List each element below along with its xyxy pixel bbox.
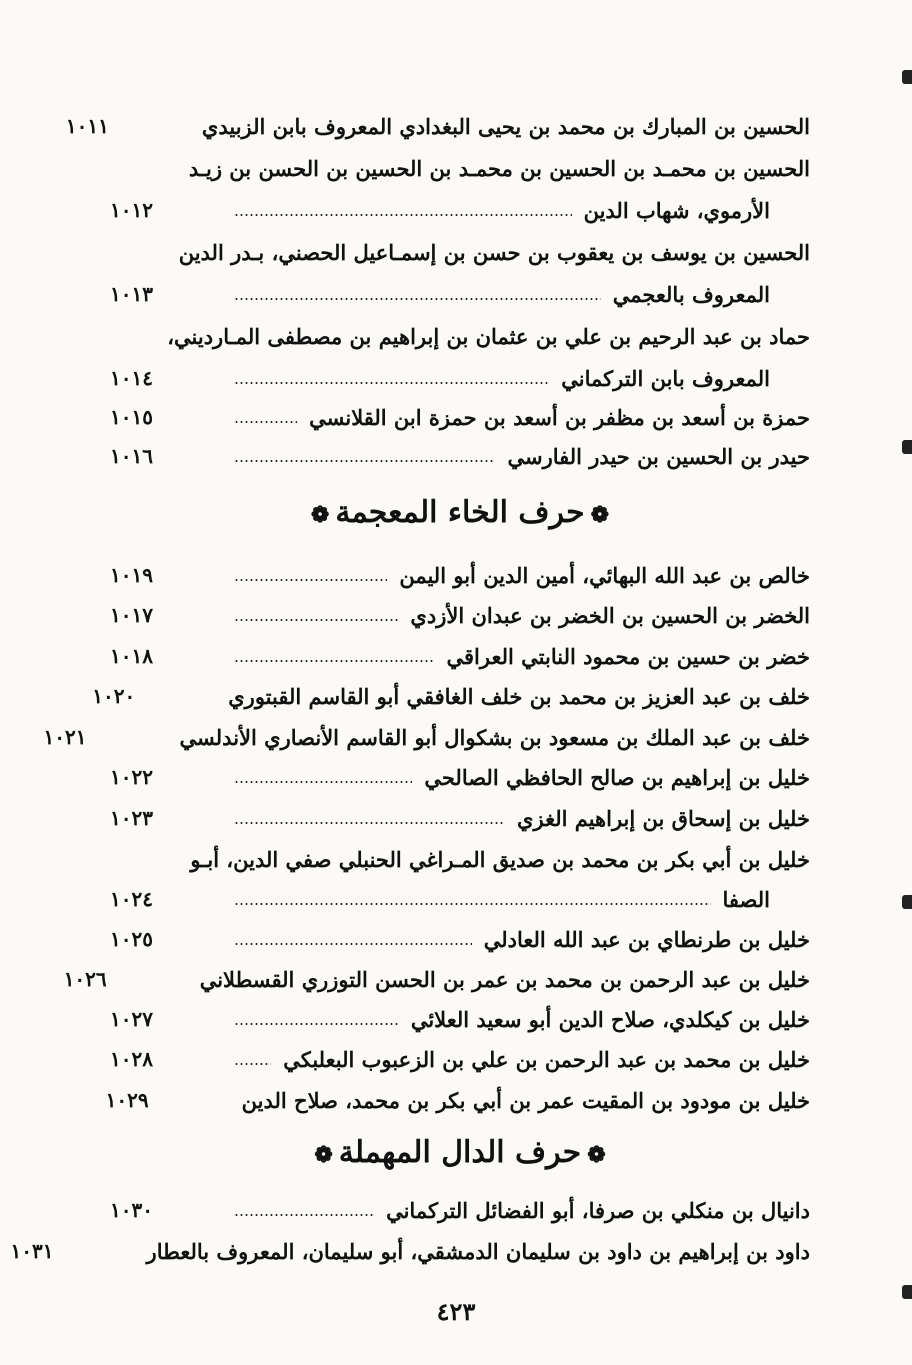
entry-name: خلف بن عبد الملك بن مسعود بن بشكوال أبو القاسم الأنصاري الأندلسي (179, 724, 810, 750)
entry-number: ١٠٣١ (10, 1239, 54, 1263)
entry-name: الحسين بن محمـد بن الحسين بن محمـد بن الحسين بن الحسن بن زيـد (188, 155, 810, 181)
heading-text: حرف الخاء المعجمة (335, 495, 585, 530)
page-edge-mark (902, 1285, 912, 1299)
entry-number: ١٠١٧ (110, 603, 153, 627)
entry-name: خليل بن مودود بن المقيت عمر بن أبي بكر بن محمد، صلاح الدين (241, 1087, 810, 1113)
entry-name: الحسين بن المبارك بن محمد بن يحيى البغدادي المعروف بابن الزبيدي (201, 113, 810, 139)
leader-dots (234, 579, 387, 581)
entry-number: ١٠١٦ (110, 444, 153, 468)
entry-name: خليل بن إسحاق بن إبراهيم الغزي (517, 805, 810, 831)
entry-number: ١٠٢٤ (110, 887, 153, 911)
entry-number: ١٠٣٠ (110, 1198, 153, 1222)
page-edge-mark (902, 70, 912, 84)
index-entry (43, 718, 810, 756)
entry-number: ١٠٢٩ (105, 1088, 149, 1112)
entry-number: ١٠١٢ (110, 198, 153, 222)
entry-name: الخضر بن الحسين بن الخضر بن عبدان الأزدي (410, 602, 810, 628)
entry-name: خالص بن عبد الله البهائي، أمين الدين أبو اليمن (399, 562, 810, 588)
index-entry (110, 799, 810, 837)
index-entry (63, 960, 810, 998)
ornament-icon: ❁ (314, 1142, 333, 1168)
entry-name: حماد بن عبد الرحيم بن علي بن عثمان بن إبراهيم بن مصطفى المـارديني، (167, 323, 810, 349)
entry-number: ١٠١٩ (110, 563, 153, 587)
entry-number: ١٠٢٦ (63, 967, 107, 991)
entry-name: خليل بن محمد بن عبد الرحمن بن علي بن الزعبوب البعلبكي (283, 1046, 810, 1072)
leader-dots (234, 421, 297, 423)
index-entry (65, 107, 810, 145)
entry-name: المعروف بالعجمي (612, 281, 770, 307)
index-entry (110, 880, 810, 918)
index-entry (10, 1232, 810, 1270)
entry-number: ١٠٢٢ (110, 765, 153, 789)
leader-dots (234, 822, 505, 824)
section-heading-kha (110, 488, 810, 538)
index-entry (110, 437, 810, 475)
entry-name: المعروف بابن التركماني (561, 365, 770, 391)
leader-dots (234, 1023, 399, 1025)
index-entry (110, 149, 810, 187)
leader-dots (234, 1063, 271, 1065)
entry-number: ١٠٢١ (43, 725, 87, 749)
leader-dots (234, 1214, 374, 1216)
index-entry (110, 233, 810, 271)
entry-name: الحسين بن يوسف بن يعقوب بن حسن بن إسمـاعيل الحصني، بـدر الدين (178, 239, 810, 265)
entry-name: الأرموي، شهاب الدين (583, 197, 770, 223)
index-entry (110, 920, 810, 958)
index-entry (92, 677, 810, 715)
entry-number: ١٠٢٧ (110, 1007, 153, 1031)
index-entry (110, 398, 810, 436)
entry-number: ١٠٢٣ (110, 806, 153, 830)
index-entry (110, 275, 810, 313)
entry-number: ١٠١٥ (110, 405, 153, 429)
entry-name: خليل بن كيكلدي، صلاح الدين أبو سعيد العلائي (410, 1006, 810, 1032)
leader-dots (234, 214, 572, 216)
entry-name: خلف بن عبد العزيز بن محمد بن خلف الغافقي أبو القاسم القبتوري (228, 683, 810, 709)
entry-name: خضر بن حسين بن محمود النابتي العراقي (446, 643, 810, 669)
index-entry (110, 317, 810, 355)
entry-number: ١٠٢٠ (92, 684, 136, 708)
entry-number: ١٠١٣ (110, 282, 153, 306)
index-entry (105, 1081, 810, 1119)
entry-number: ١٠١١ (65, 114, 109, 138)
entry-number: ١٠١٨ (110, 644, 153, 668)
leader-dots (234, 781, 412, 783)
index-entry (110, 556, 810, 594)
entry-name: خليل بن طرنطاي بن عبد الله العادلي (483, 926, 810, 952)
entry-name: خليل بن عبد الرحمن بن محمد بن عمر بن الحسن التوزري القسطلاني (199, 966, 810, 992)
heading-text: حرف الدال المهملة (338, 1135, 582, 1170)
entry-name: دانيال بن منكلي بن صرفا، أبو الفضائل التركماني (386, 1197, 810, 1223)
index-entry (110, 359, 810, 397)
section-heading-dal (110, 1128, 810, 1178)
index-entry (110, 596, 810, 634)
ornament-icon: ❁ (310, 502, 330, 528)
entry-name: حمزة بن أسعد بن مظفر بن أسعد بن حمزة ابن القلانسي (309, 404, 810, 430)
index-entry (110, 1000, 810, 1038)
leader-dots (234, 619, 398, 621)
ornament-icon: ❁ (590, 502, 610, 528)
page-edge-mark (902, 895, 912, 909)
page-number: ٤٢٣ (436, 1297, 476, 1326)
index-entry (110, 1040, 810, 1078)
leader-dots (234, 382, 549, 384)
leader-dots (234, 660, 435, 662)
leader-dots (234, 460, 495, 462)
entry-name: حيدر بن الحسين بن حيدر الفارسي (507, 443, 810, 469)
entry-number: ١٠١٤ (110, 366, 153, 390)
entry-name: خليل بن إبراهيم بن صالح الحافظي الصالحي (424, 764, 810, 790)
entry-name: داود بن إبراهيم بن داود بن سليمان الدمشقي، أبو سليمان، المعروف بالعطار (146, 1238, 810, 1264)
index-entry (110, 1191, 810, 1229)
index-entry (110, 191, 810, 229)
entry-number: ١٠٢٨ (110, 1047, 153, 1071)
page-edge-mark (902, 440, 912, 454)
entry-name: الصفا (722, 886, 770, 912)
leader-dots (234, 903, 711, 905)
ornament-icon: ❁ (587, 1142, 606, 1168)
index-entry (110, 758, 810, 796)
leader-dots (234, 943, 472, 945)
entry-name: خليل بن أبي بكر بن محمد بن صديق المـراغي الحنبلي صفي الدين، أبـو (190, 846, 810, 872)
leader-dots (234, 298, 601, 300)
entry-number: ١٠٢٥ (110, 927, 153, 951)
index-entry (110, 637, 810, 675)
index-entry (110, 840, 810, 878)
